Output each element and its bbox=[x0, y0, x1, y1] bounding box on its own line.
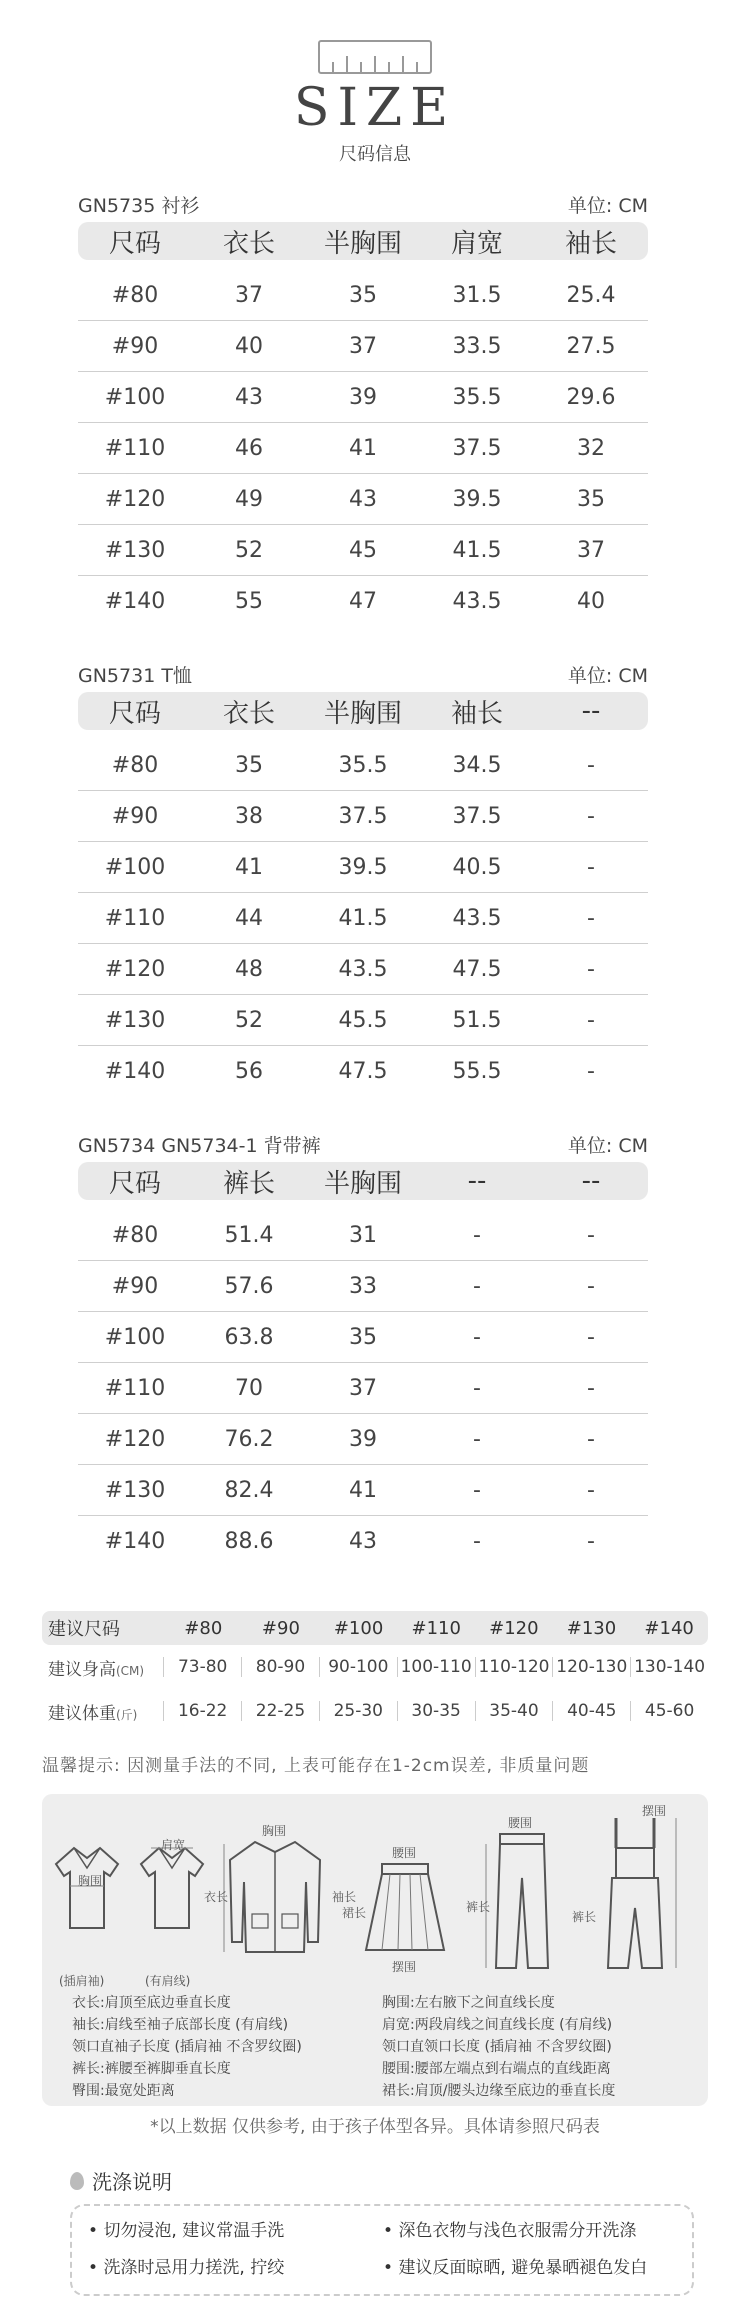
chest-caption: 胸围 bbox=[78, 1874, 103, 1888]
table-cell: #90 bbox=[111, 1273, 159, 1299]
table-cell: 34.5 bbox=[452, 752, 502, 778]
table-cell: - bbox=[473, 1477, 481, 1503]
header-cell: #90 bbox=[261, 1617, 300, 1639]
table-cell: 43 bbox=[349, 1528, 377, 1554]
table-cell: - bbox=[587, 752, 595, 778]
table-cell: #120 bbox=[104, 956, 166, 982]
table-cell: 35.5 bbox=[452, 384, 502, 410]
table-title: GN5735 衬衫 bbox=[78, 195, 200, 217]
skirt-length-caption: 裙长 bbox=[342, 1906, 367, 1920]
table-cell: - bbox=[587, 1477, 595, 1503]
table-cell: #130 bbox=[104, 1477, 166, 1503]
table-cell: 52 bbox=[235, 537, 263, 563]
height-cell: 110-120 bbox=[475, 1657, 553, 1677]
table-row bbox=[78, 1465, 648, 1516]
table-row bbox=[78, 842, 648, 893]
table-row bbox=[78, 1261, 648, 1312]
table-cell: 56 bbox=[235, 1058, 263, 1084]
table-cell: 51.4 bbox=[224, 1222, 274, 1248]
size-table-shirt bbox=[78, 188, 648, 626]
size-subtitle: 尺码信息 bbox=[339, 144, 411, 165]
table-cell: - bbox=[587, 1426, 595, 1452]
jacket-chest-caption: 胸围 bbox=[262, 1824, 287, 1838]
height-cell: 130-140 bbox=[630, 1657, 708, 1677]
table-cell: #130 bbox=[104, 537, 166, 563]
table-cell: 41 bbox=[349, 435, 377, 461]
table-cell: 31.5 bbox=[452, 282, 502, 308]
wash-item: • 深色衣物与浅色衣服需分开洗涤 bbox=[383, 2216, 678, 2241]
table-cell: #100 bbox=[104, 1324, 166, 1350]
table-cell: 88.6 bbox=[224, 1528, 274, 1554]
table-cell: 70 bbox=[235, 1375, 263, 1401]
table-cell: 31 bbox=[349, 1222, 377, 1248]
water-drop-icon bbox=[70, 2172, 84, 2190]
table-cell: 41 bbox=[235, 854, 263, 880]
table-row bbox=[78, 423, 648, 474]
header-cell: #140 bbox=[644, 1617, 694, 1639]
wash-title bbox=[70, 2166, 172, 2195]
table-cell: 33.5 bbox=[452, 333, 502, 359]
table-cell: - bbox=[587, 956, 595, 982]
table-cell: 35 bbox=[349, 1324, 377, 1350]
table-cell: 63.8 bbox=[224, 1324, 274, 1350]
table-cell: 35 bbox=[577, 486, 605, 512]
table-cell: 37.5 bbox=[452, 803, 502, 829]
table-cell: - bbox=[473, 1375, 481, 1401]
table-cell: - bbox=[587, 1528, 595, 1554]
header-cell: 半胸围 bbox=[323, 228, 402, 259]
header-cell: 衣长 bbox=[222, 698, 275, 729]
table-row bbox=[78, 321, 648, 372]
table-cell: - bbox=[587, 1058, 595, 1084]
height-label: 建议身高(CM) bbox=[48, 1659, 145, 1680]
table-row bbox=[78, 525, 648, 576]
height-cell: 73-80 bbox=[163, 1657, 241, 1677]
wash-item: • 切勿浸泡, 建议常温手洗 bbox=[88, 2216, 383, 2241]
recommend-table bbox=[42, 1611, 708, 1733]
note: 领口直袖子长度 (插肩袖 不含罗纹圈) bbox=[72, 2039, 302, 2055]
height-row bbox=[42, 1645, 708, 1689]
header-cell: 袖长 bbox=[450, 698, 503, 729]
overalls-hem-caption: 摆围 bbox=[642, 1804, 667, 1818]
note: 胸围:左右腋下之间直线长度 bbox=[382, 1995, 555, 2011]
table-cell: 39.5 bbox=[338, 854, 388, 880]
note: 领口直领口长度 (插肩袖 不含罗纹圈) bbox=[382, 2039, 612, 2055]
weight-label: 建议体重(斤) bbox=[48, 1703, 138, 1724]
table-cell: #110 bbox=[104, 435, 166, 461]
table-cell: 51.5 bbox=[452, 1007, 502, 1033]
header-cell: 半胸围 bbox=[323, 698, 402, 729]
table-cell: 76.2 bbox=[224, 1426, 274, 1452]
weight-row bbox=[42, 1689, 708, 1733]
ruler-icon bbox=[318, 40, 432, 74]
table-cell: #120 bbox=[104, 486, 166, 512]
weight-cell: 45-60 bbox=[630, 1701, 708, 1721]
size-table-tshirt bbox=[78, 658, 648, 1096]
table-cell: 43.5 bbox=[452, 588, 502, 614]
table-cell: 39.5 bbox=[452, 486, 502, 512]
measurement-tip: 温馨提示: 因测量手法的不同, 上表可能存在1-2cm误差, 非质量问题 bbox=[42, 1756, 590, 1776]
table-cell: 52 bbox=[235, 1007, 263, 1033]
height-cell: 80-90 bbox=[241, 1657, 319, 1677]
height-cell: 120-130 bbox=[552, 1657, 630, 1677]
table-cell: - bbox=[587, 1273, 595, 1299]
table-cell: - bbox=[473, 1426, 481, 1452]
height-cell: 100-110 bbox=[397, 1657, 475, 1677]
disclaimer-text: *以上数据 仅供参考, 由于孩子体型各异。具体请参照尺码表 bbox=[150, 2117, 600, 2137]
table-unit: 单位: CM bbox=[567, 665, 648, 687]
shoulder-line-caption: (有肩线) bbox=[145, 1974, 191, 1988]
table-cell: - bbox=[587, 1375, 595, 1401]
table-cell: 39 bbox=[349, 384, 377, 410]
table-cell: 43.5 bbox=[452, 905, 502, 931]
header-cell: 尺码 bbox=[108, 1168, 161, 1199]
table-cell: 40 bbox=[235, 333, 263, 359]
table-cell: 35 bbox=[349, 282, 377, 308]
header-cell: #80 bbox=[184, 1617, 223, 1639]
header-cell: 裤长 bbox=[222, 1168, 275, 1199]
overalls-icon bbox=[590, 1808, 680, 1978]
table-cell: 45 bbox=[349, 537, 377, 563]
wash-item: • 建议反面晾晒, 避免暴晒褪色发白 bbox=[383, 2253, 678, 2278]
hem-caption: 摆围 bbox=[392, 1960, 417, 1974]
pants-waist-caption: 腰围 bbox=[508, 1816, 533, 1830]
table-cell: 45.5 bbox=[338, 1007, 388, 1033]
table-title: GN5731 T恤 bbox=[78, 665, 192, 687]
skirt-icon bbox=[360, 1858, 450, 1968]
table-row bbox=[78, 944, 648, 995]
table-row bbox=[78, 740, 648, 791]
table-cell: #140 bbox=[104, 588, 166, 614]
table-unit: 单位: CM bbox=[567, 195, 648, 217]
table-cell: - bbox=[587, 1222, 595, 1248]
header-cell: -- bbox=[581, 1166, 601, 1196]
table-cell: 37 bbox=[349, 333, 377, 359]
table-cell: 35.5 bbox=[338, 752, 388, 778]
weight-cell: 30-35 bbox=[397, 1701, 475, 1721]
table-cell: 55.5 bbox=[452, 1058, 502, 1084]
table-cell: #140 bbox=[104, 1528, 166, 1554]
table-cell: 41.5 bbox=[452, 537, 502, 563]
table-cell: 37 bbox=[349, 1375, 377, 1401]
table-row bbox=[78, 1363, 648, 1414]
table-cell: 37.5 bbox=[452, 435, 502, 461]
table-cell: #110 bbox=[104, 1375, 166, 1401]
table-header bbox=[78, 1162, 648, 1200]
size-table-overalls bbox=[78, 1128, 648, 1566]
table-cell: #80 bbox=[111, 1222, 159, 1248]
table-row bbox=[78, 995, 648, 1046]
header-cell: -- bbox=[581, 696, 601, 726]
measurement-notes bbox=[72, 1992, 692, 2102]
wash-item: • 洗涤时忌用力搓洗, 拧绞 bbox=[88, 2253, 383, 2278]
header-cell: 衣长 bbox=[222, 228, 275, 259]
note: 袖长:肩线至袖子底部长度 (有肩线) bbox=[72, 2017, 289, 2033]
table-cell: 43 bbox=[235, 384, 263, 410]
waist-caption: 腰围 bbox=[392, 1846, 417, 1860]
table-row bbox=[78, 1516, 648, 1566]
table-cell: #120 bbox=[104, 1426, 166, 1452]
table-cell: - bbox=[587, 1007, 595, 1033]
table-row bbox=[78, 270, 648, 321]
table-cell: #90 bbox=[111, 803, 159, 829]
header-cell: #130 bbox=[566, 1617, 617, 1639]
table-cell: - bbox=[587, 905, 595, 931]
table-cell: 44 bbox=[235, 905, 263, 931]
measurement-diagram bbox=[42, 1794, 708, 2106]
jacket-icon bbox=[220, 1822, 330, 1972]
table-cell: - bbox=[587, 854, 595, 880]
header-cell: 袖长 bbox=[564, 228, 617, 259]
table-cell: #80 bbox=[111, 752, 159, 778]
weight-cell: 22-25 bbox=[241, 1701, 319, 1721]
note: 腰围:腰部左端点到右端点的直线距离 bbox=[382, 2061, 611, 2077]
shoulder-caption: 肩宽 bbox=[161, 1838, 186, 1852]
note: 肩宽:两段肩线之间直线长度 (有肩线) bbox=[382, 2017, 613, 2033]
table-cell: 47.5 bbox=[338, 1058, 388, 1084]
note: 裙长:肩顶/腰头边缘至底边的垂直长度 bbox=[382, 2083, 616, 2099]
raglan-caption: (插肩袖) bbox=[59, 1974, 105, 1988]
note: 裤长:裤腰至裤脚垂直长度 bbox=[72, 2061, 231, 2077]
table-header bbox=[78, 692, 648, 730]
weight-cell: 40-45 bbox=[552, 1701, 630, 1721]
size-header bbox=[0, 40, 750, 166]
table-cell: - bbox=[473, 1273, 481, 1299]
size-title: SIZE bbox=[293, 78, 457, 138]
table-cell: - bbox=[473, 1324, 481, 1350]
table-cell: 40 bbox=[577, 588, 605, 614]
header-cell: 尺码 bbox=[108, 698, 161, 729]
table-row bbox=[78, 1414, 648, 1465]
table-cell: #100 bbox=[104, 854, 166, 880]
table-row bbox=[78, 576, 648, 626]
header-cell: #120 bbox=[489, 1617, 539, 1639]
wash-title-text: 洗涤说明 bbox=[92, 2170, 172, 2194]
header-cell: #110 bbox=[411, 1617, 461, 1639]
table-cell: 33 bbox=[349, 1273, 377, 1299]
table-cell: 35 bbox=[235, 752, 263, 778]
table-cell: 25.4 bbox=[566, 282, 616, 308]
table-cell: 41.5 bbox=[338, 905, 388, 931]
table-cell: 37 bbox=[577, 537, 605, 563]
note: 臀围:最宽处距离 bbox=[72, 2083, 175, 2099]
table-cell: 55 bbox=[235, 588, 263, 614]
weight-cell: 16-22 bbox=[163, 1701, 241, 1721]
sleeve-caption: 袖长 bbox=[332, 1890, 357, 1904]
table-cell: #130 bbox=[104, 1007, 166, 1033]
header-cell: -- bbox=[467, 1166, 487, 1196]
table-cell: - bbox=[587, 1324, 595, 1350]
table-row bbox=[78, 1312, 648, 1363]
table-cell: #100 bbox=[104, 384, 166, 410]
table-row bbox=[78, 893, 648, 944]
table-cell: 47.5 bbox=[452, 956, 502, 982]
table-cell: 29.6 bbox=[566, 384, 616, 410]
table-cell: 48 bbox=[235, 956, 263, 982]
table-row bbox=[78, 1210, 648, 1261]
weight-cell: 25-30 bbox=[319, 1701, 397, 1721]
table-cell: #80 bbox=[111, 282, 159, 308]
table-cell: 43.5 bbox=[338, 956, 388, 982]
table-cell: 49 bbox=[235, 486, 263, 512]
table-cell: 37.5 bbox=[338, 803, 388, 829]
table-cell: 27.5 bbox=[566, 333, 616, 359]
table-cell: #140 bbox=[104, 1058, 166, 1084]
header-cell: 肩宽 bbox=[450, 228, 503, 259]
table-cell: 57.6 bbox=[224, 1273, 274, 1299]
table-cell: 41 bbox=[349, 1477, 377, 1503]
table-row bbox=[78, 474, 648, 525]
header-cell: 半胸围 bbox=[323, 1168, 402, 1199]
table-cell: 40.5 bbox=[452, 854, 502, 880]
recommend-header bbox=[42, 1611, 708, 1645]
header-cell: 尺码 bbox=[108, 228, 161, 259]
table-cell: 38 bbox=[235, 803, 263, 829]
table-cell: 47 bbox=[349, 588, 377, 614]
height-cell: 90-100 bbox=[319, 1657, 397, 1677]
table-cell: - bbox=[587, 803, 595, 829]
table-cell: #110 bbox=[104, 905, 166, 931]
header-cell: #100 bbox=[333, 1617, 384, 1639]
length-caption: 衣长 bbox=[204, 1890, 229, 1904]
table-header bbox=[78, 222, 648, 260]
table-title: GN5734 GN5734-1 背带裤 bbox=[78, 1135, 321, 1157]
pants-icon bbox=[482, 1828, 562, 1978]
header-cell: 建议尺码 bbox=[48, 1619, 120, 1640]
table-cell: 43 bbox=[349, 486, 377, 512]
raglan-tshirt-icon bbox=[52, 1828, 122, 1958]
table-row bbox=[78, 791, 648, 842]
table-cell: 82.4 bbox=[224, 1477, 274, 1503]
table-cell: 46 bbox=[235, 435, 263, 461]
table-cell: 37 bbox=[235, 282, 263, 308]
table-cell: - bbox=[473, 1528, 481, 1554]
table-unit: 单位: CM bbox=[567, 1135, 648, 1157]
table-cell: #90 bbox=[111, 333, 159, 359]
table-cell: - bbox=[473, 1222, 481, 1248]
pants-length-caption: 裤长 bbox=[466, 1900, 491, 1914]
table-row bbox=[78, 1046, 648, 1096]
table-cell: 32 bbox=[577, 435, 605, 461]
table-cell: 39 bbox=[349, 1426, 377, 1452]
overalls-length-caption: 裤长 bbox=[572, 1910, 597, 1924]
weight-cell: 35-40 bbox=[475, 1701, 553, 1721]
table-row bbox=[78, 372, 648, 423]
note: 衣长:肩顶至底边垂直长度 bbox=[72, 1995, 231, 2011]
wash-instructions bbox=[70, 2204, 694, 2296]
